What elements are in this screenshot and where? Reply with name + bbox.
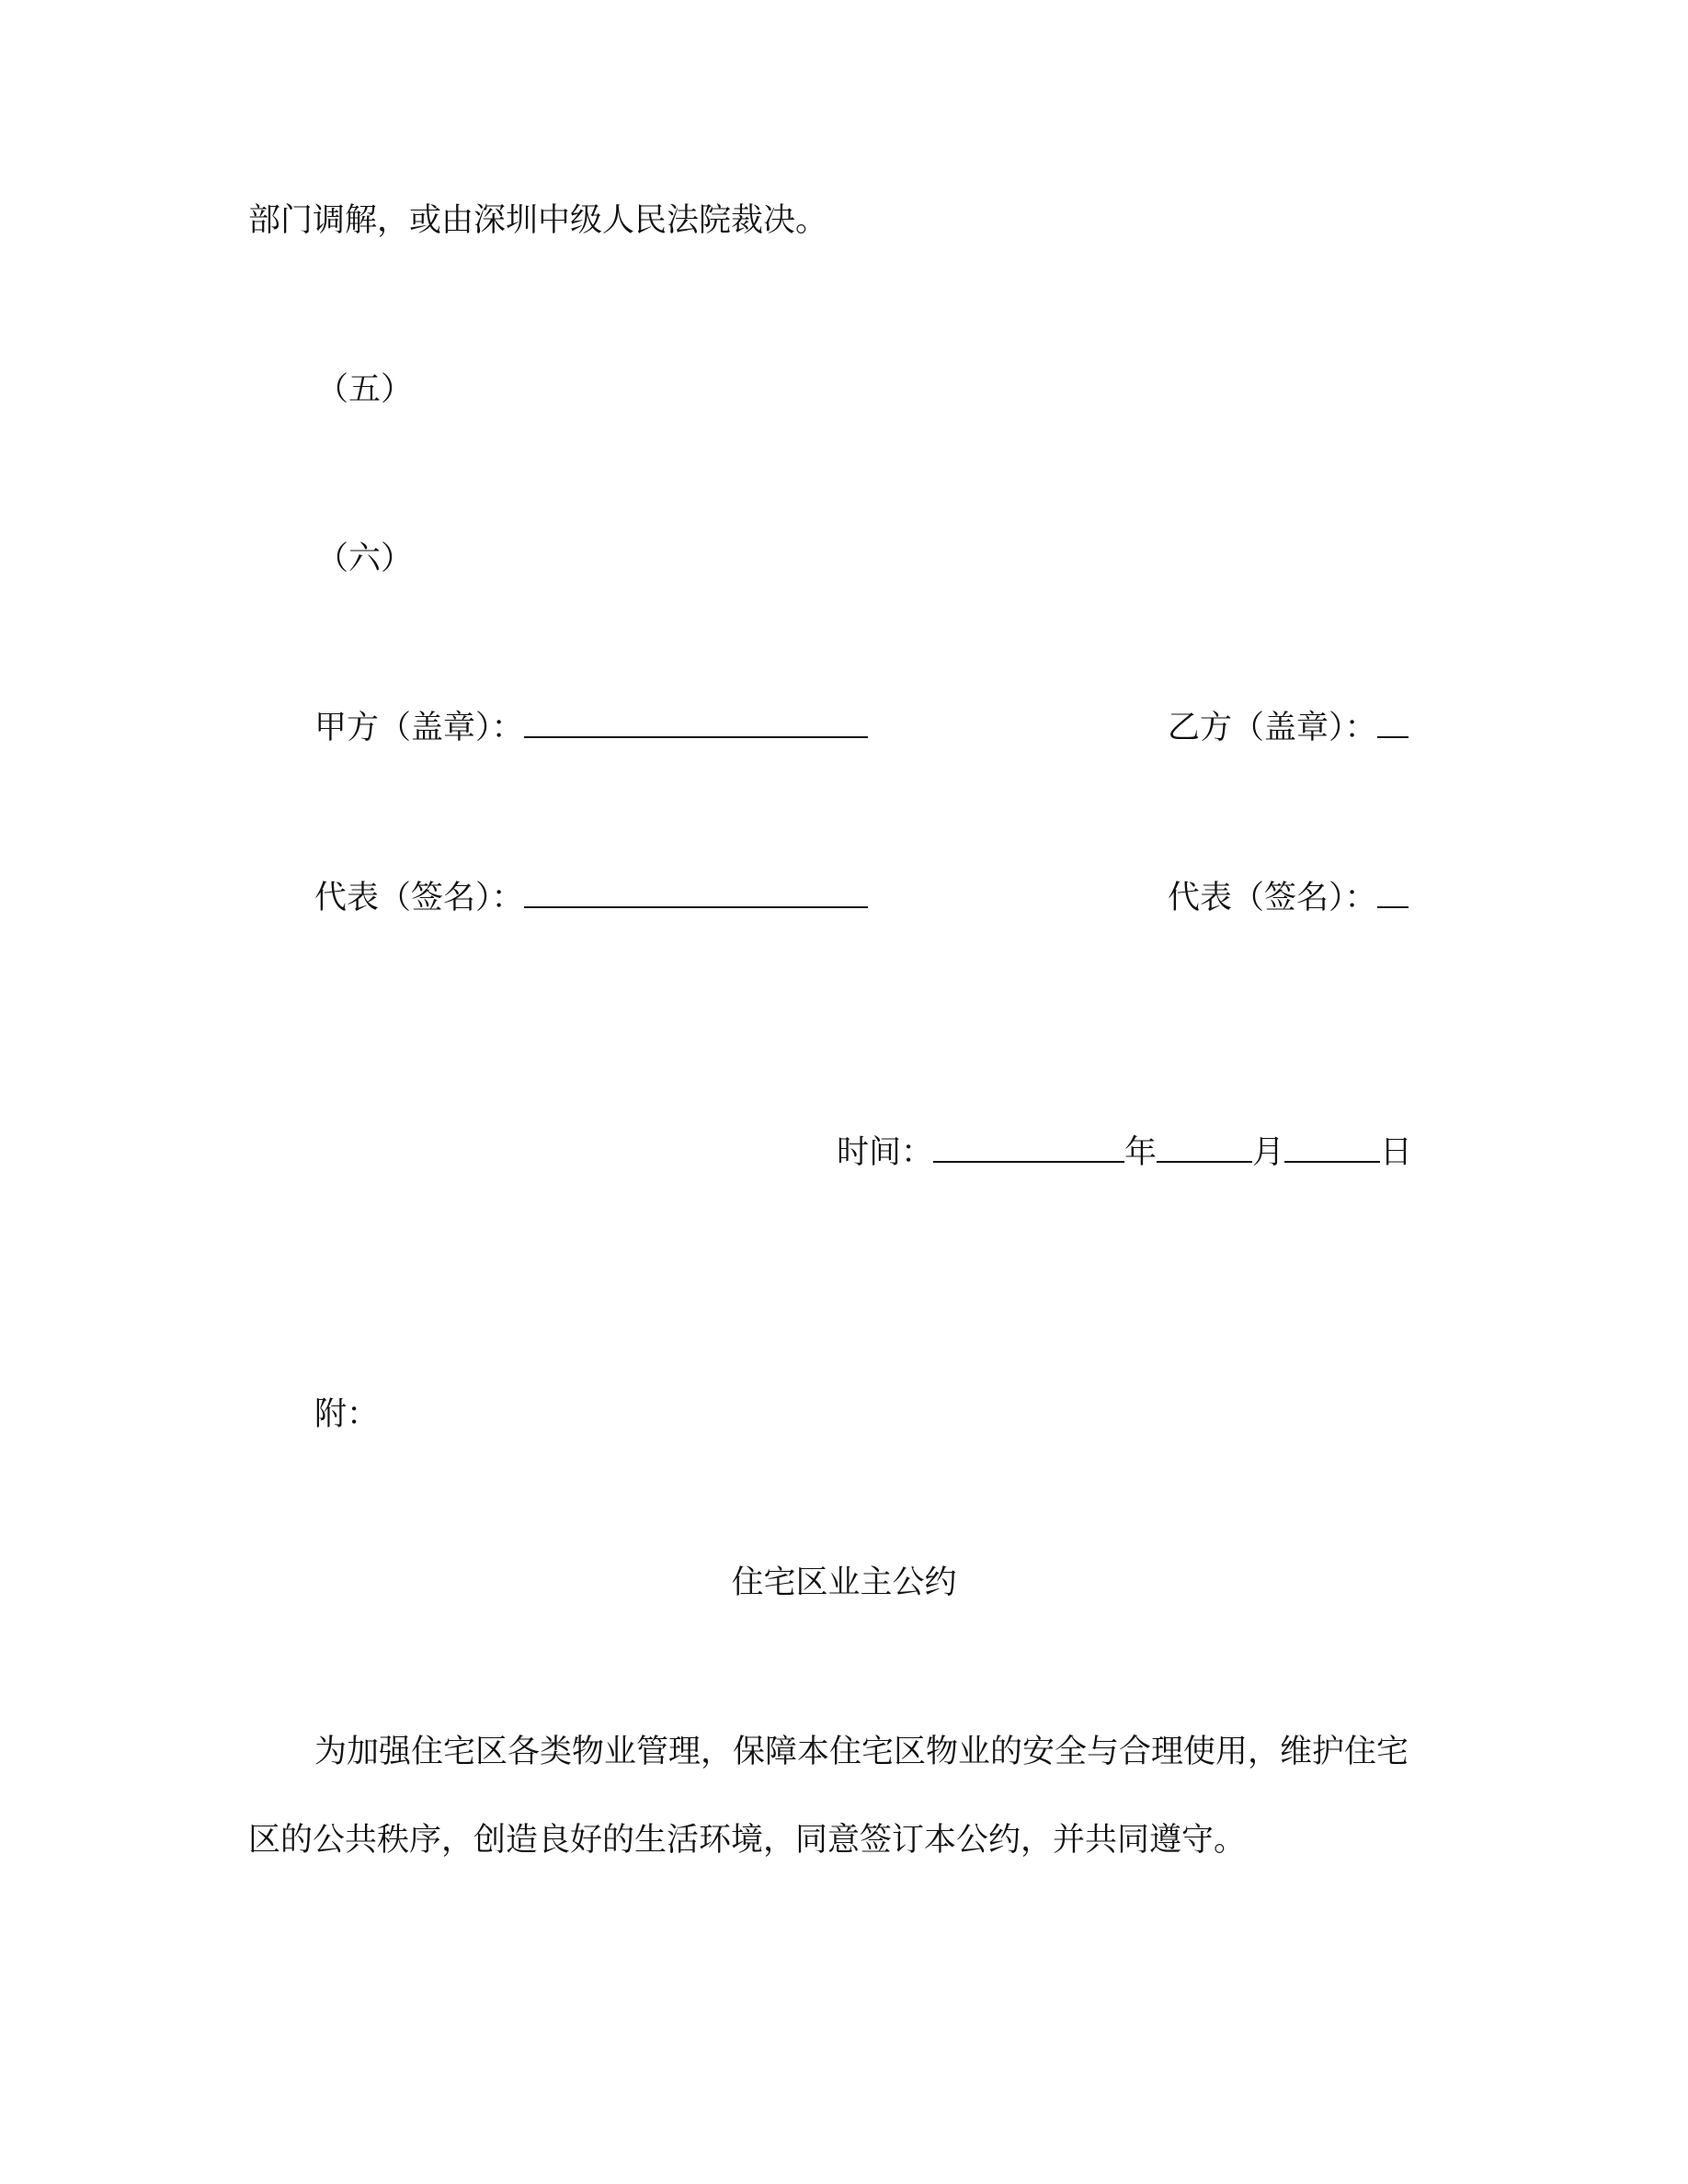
item-six-heading: （六） — [316, 540, 414, 577]
item-five-heading: （五） — [316, 371, 414, 408]
party-b-rep-row — [1168, 878, 1409, 918]
party-b-rep-blank[interactable] — [1377, 879, 1409, 908]
party-b-seal-label: 乙方（盖章）： — [1168, 710, 1377, 746]
year-blank[interactable] — [933, 1133, 1124, 1163]
appendix-label: 附： — [314, 1396, 380, 1433]
party-a-rep-blank[interactable] — [524, 879, 868, 908]
year-label: 年 — [1124, 1134, 1158, 1171]
date-row — [837, 1132, 1412, 1173]
day-blank[interactable] — [1284, 1133, 1380, 1163]
party-b-seal-blank[interactable] — [1377, 709, 1409, 738]
party-a-rep-label: 代表（签名）： — [314, 880, 524, 916]
month-blank[interactable] — [1157, 1133, 1252, 1163]
appendix-title: 住宅区业主公约 — [731, 1564, 957, 1601]
day-label: 日 — [1380, 1134, 1413, 1171]
date-label: 时间： — [837, 1134, 934, 1171]
party-a-seal-row — [314, 708, 868, 748]
appendix-body-line-1: 为加强住宅区各类物业管理，保障本住宅区物业的安全与合理使用，维护住宅 — [314, 1734, 1409, 1770]
party-b-rep-label: 代表（签名）： — [1168, 880, 1377, 916]
party-a-seal-blank[interactable] — [524, 709, 868, 738]
party-b-seal-row — [1168, 708, 1409, 748]
continuation-paragraph: 部门调解，或由深圳中级人民法院裁决。 — [248, 202, 828, 239]
party-a-rep-row — [314, 878, 868, 918]
appendix-body-line-2: 区的公共秩序，创造良好的生活环境，同意签订本公约，并共同遵守。 — [248, 1822, 1247, 1859]
party-a-seal-label: 甲方（盖章）： — [314, 710, 524, 746]
month-label: 月 — [1252, 1134, 1285, 1171]
